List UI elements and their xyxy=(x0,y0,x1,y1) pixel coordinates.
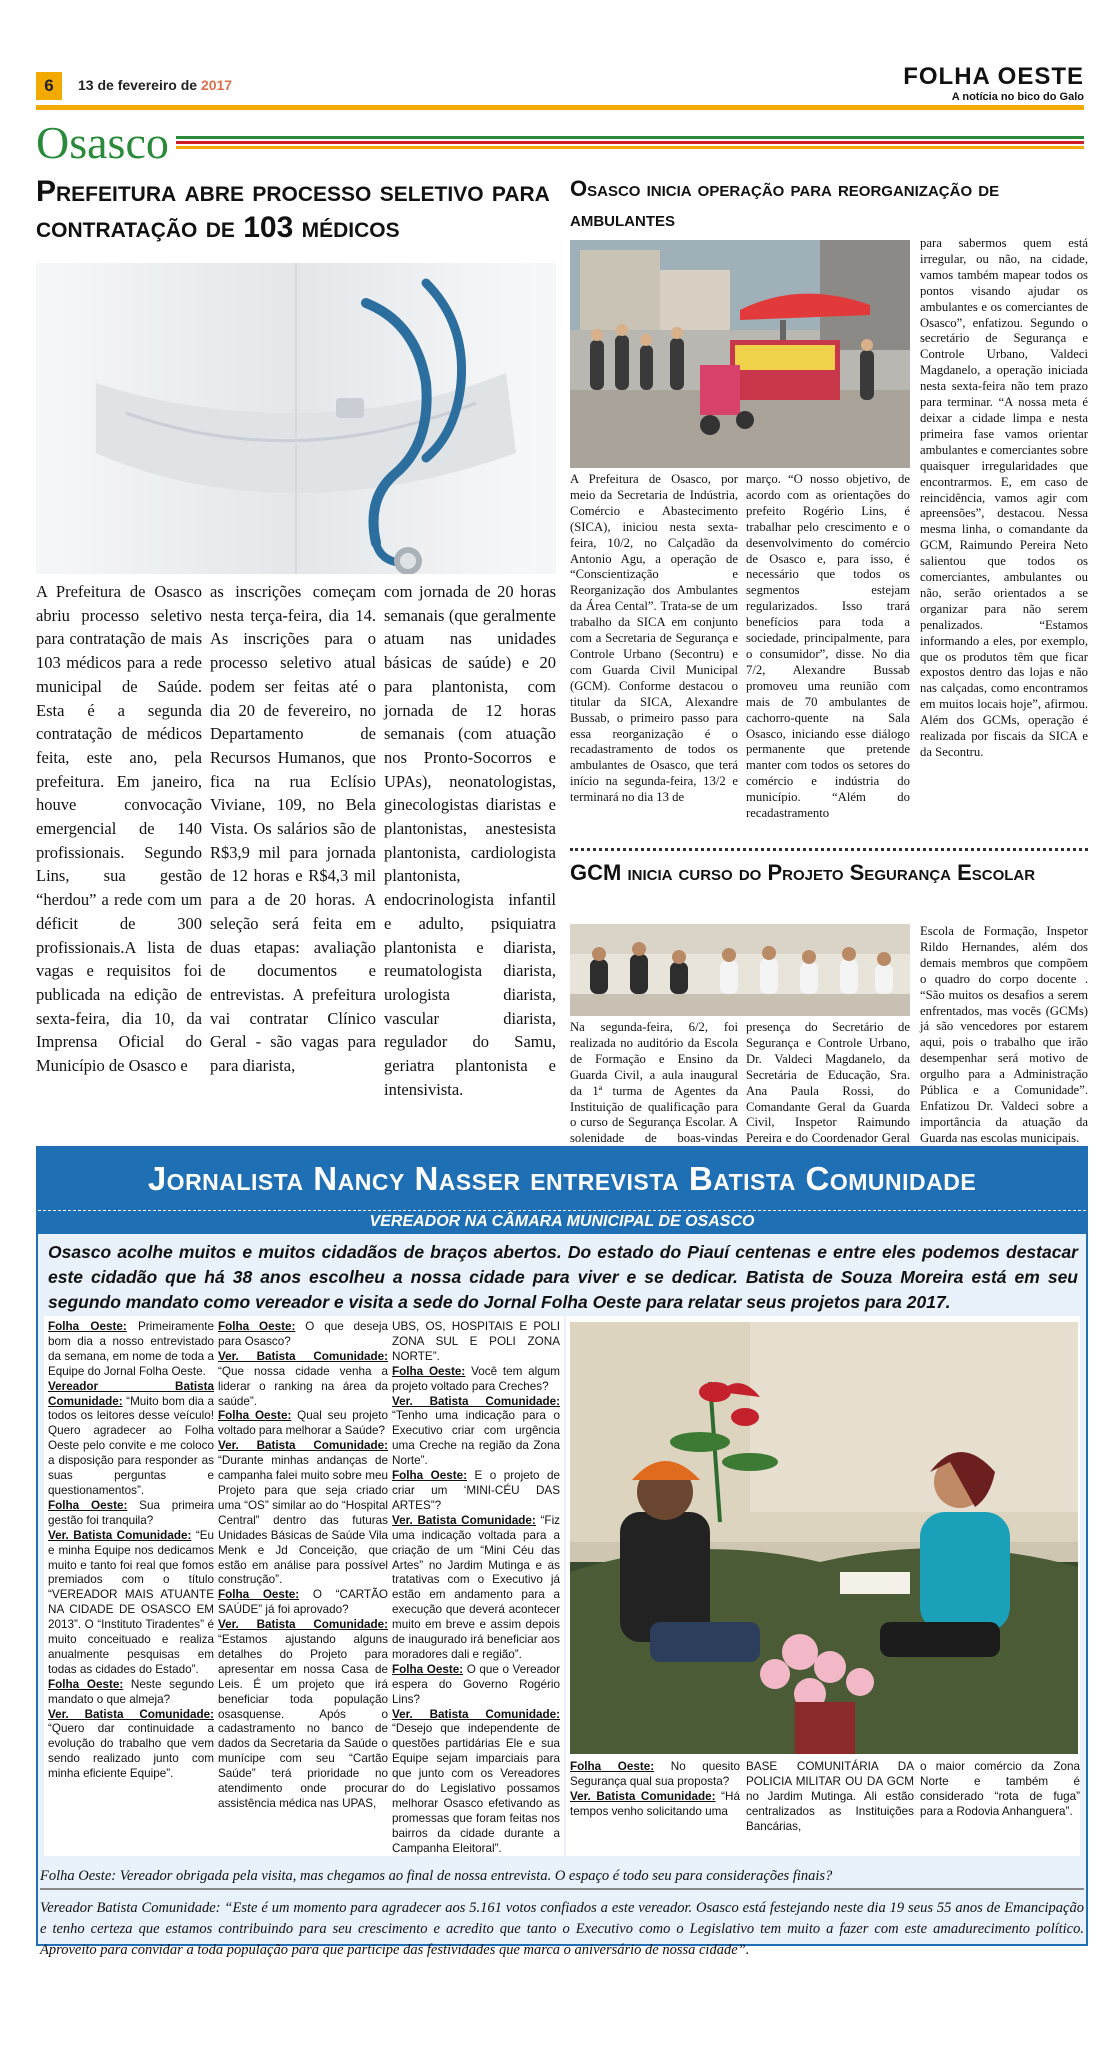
interview-text: Você tem algum projeto voltado para Creches? xyxy=(392,1364,560,1393)
interview-paragraph xyxy=(392,1708,560,1857)
article1-col1: A Prefeitura de Osasco abriu processo seletivo para contratação de mais 103 médicos para a rede municipal de Saúde. Esta é a segunda contratação de médicos feita, este ano, pela prefeitura. Em janeiro, houve convocação emergencial de 140 profissionais. Segundo Lins, sua gestão “herdou” a rede com um déficit de 300 profissionais.A lista de vagas e requisitos foi publicada na edição de sexta-feira, dia 10, da Imprensa Oficial do Município de Osasco e xyxy=(36,582,202,1076)
interview-text: “Há tempos venho solicitando uma xyxy=(570,1789,740,1818)
article1-col2: as inscrições começam nesta terça-feira, dia 14. As inscrições para o processo seletivo atual podem ser feitas até o dia 20 de fevereiro, no Departamento de Recursos Humanos, que fica na rua Eclísio Viviane, 109, no Bela Vista. Os salários são de R$3,9 mil para jornada de 12 horas e R$4,3 mil para a de 20 horas. A seleção será feita em duas etapas: avaliação de documentos e entrevistas. A prefeitura vai contratar Clínico Geral - são vagas para para diarista, xyxy=(210,582,376,1076)
interview-text: Neste segundo mandato o que almeja? xyxy=(48,1677,214,1706)
interview-text: “Durante minhas andanças de campanha falei muito sobre meu Projeto para que seja criado uma “OS” similar ao do “Hospital Central” dentro das futuras Unidades Básicas de Saúde Vila Menk e Jd Conceição, que estão em análise para possível construção”. xyxy=(218,1454,388,1587)
interview-paragraph xyxy=(392,1365,560,1395)
interview-illustration xyxy=(570,1322,1078,1754)
interview-speaker: Folha Oeste: xyxy=(48,1320,127,1333)
article2-col3: para sabermos quem está irregular, ou não, na cidade, vamos também mapear todos os pontos visando ajudar os ambulantes e os comerciantes de Osasco”, enfatizou. Segundo o secretário de Segurança e Controle Urbano, Valdeci Magdanelo, a operação iniciada nesta sexta-feira não tem prazo para terminar. “A nossa meta é deixar a cidade limpa e nesta primeira fase vamos orientar ambulantes e comerciantes sobre quaisquer irregularidades que encontrarmos. E, em caso de reincidência, vamos agir com apreensões”, destacou. Nessa mesma linha, o comandante da GCM, Raimundo Pereira Neto salientou que todos os comerciantes, ambulantes ou não, serão orientados a se organizar para não serem penalizados. “Estamos informando a eles, por exemplo, que os produtos têm que ficar expostos dentro das lojas e não nas calçadas, como encontramos em muitos locais hoje”, afirmou. Além dos GCMs, operação é realizada por fiscais da SICA e da Secontru. xyxy=(920,236,1088,759)
interview-speaker: Ver. Batista Comunidade: xyxy=(218,1349,388,1363)
article1-col3: com jornada de 20 horas semanais (que geralmente atuam nas unidades básicas de saúde) e 20 para plantonista, com jornada de 12 horas semanais (com atuação nos Pronto-Socorros e UPAs), neonatologistas, ginecologistas diaristas e plantonistas, anestesista plantonista, cardiologista plantonista, endocrinologista infantil e adulto, psiquiatra plantonista e diarista, reumatologista diarista, urologista diarista, vascular diarista, regulador do Samu, geriatra plantonista e intensivista. xyxy=(384,582,556,1099)
interview-text: “Quero dar continuidade a evolução do trabalho que vem sendo realizado junto com minha eficiente Equipe”. xyxy=(48,1722,214,1781)
issue-date xyxy=(78,77,232,93)
interview-speaker: Folha Oeste: xyxy=(48,1677,124,1691)
interview-text: O “CARTÃO SAÚDE” já foi aprovado? xyxy=(218,1588,388,1617)
masthead[interactable] xyxy=(903,63,1084,103)
interview-speaker: Folha Oeste: xyxy=(218,1409,292,1423)
brand-name: FOLHA OESTE xyxy=(903,63,1084,90)
interview-paragraph xyxy=(392,1320,560,1365)
interview-paragraph xyxy=(218,1618,388,1812)
interview-headline[interactable]: Jornalista Nancy Nasser entrevista Batista Comunidade xyxy=(38,1148,1086,1210)
interview-paragraph xyxy=(570,1790,740,1820)
interview-paragraph xyxy=(48,1380,214,1499)
interview-text: “Desejo que independente de questões partidárias Ele e sua Equipe sejam imparciais para que junto com os Vereadores do do Legislativo possamos melhorar Osasco efetivando as promessas que foram feitas nos bairros da cidade durante a Campanha Eleitoral”. xyxy=(392,1722,560,1855)
interview-col1 xyxy=(48,1320,214,1782)
interview-paragraph xyxy=(218,1588,388,1618)
interview-col3 xyxy=(392,1320,560,1857)
interview-text: “Eu e minha Equipe nos dedicamos muito e tanto foi real que fomos premiados com o título “VEREADOR MAIS ATUANTE NA CIDADE DE OSASCO EM 2013”. O “Instituto Tiradentes” é muito conceituado e realiza anualmente pesquisas em todas as cidades do Estado”. xyxy=(48,1528,215,1676)
interview-text: E o projeto de criar um ‘MINI-CÉU DAS ARTES”? xyxy=(392,1469,560,1512)
section-stripe-red xyxy=(176,141,1084,144)
article3-headline[interactable]: GCM inicia curso do Projeto Segurança Escolar xyxy=(570,860,1036,885)
article3-col1: Na segunda-feira, 6/2, foi realizada no auditório da Escola de Formação e Ensino da Guarda Civil, a aula inaugural da 1ª turma de Agentes da Instituição de qualificação para o curso de Segurança Escolar. A solenidade de boas-vindas xyxy=(570,1020,738,1146)
interview-speaker: Ver. Batista Comunidade: xyxy=(48,1707,214,1721)
interview-paragraph xyxy=(392,1469,560,1514)
interview-paragraph xyxy=(48,1708,214,1783)
interview-speaker: Folha Oeste: xyxy=(392,1662,464,1676)
classroom-illustration xyxy=(570,924,910,1016)
article2-headline[interactable]: Osasco inicia operação para reorganização de ambulantes xyxy=(570,176,1000,231)
interview-col4 xyxy=(570,1760,740,1820)
interview-paragraph xyxy=(48,1499,214,1529)
section-title: Osasco xyxy=(36,117,169,168)
interview-speaker: Ver. Batista Comunidade: xyxy=(570,1789,716,1803)
interview-text: No quesito Segurança qual sua proposta? xyxy=(570,1760,740,1788)
date-year: 2017 xyxy=(200,77,233,93)
interview-speaker: Folha Oeste: xyxy=(392,1469,468,1483)
classroom-photo xyxy=(570,924,910,1016)
interview-text: UBS, OS, HOSPITAIS E POLI ZONA SUL E POLI ZONA NORTE”. xyxy=(392,1320,560,1363)
interview-closing-answer: Vereador Batista Comunidade: “Este é um momento para agradecer aos 5.161 votos confiados a este vereador. Osasco está festejando neste dia 19 seus 55 anos de Emancipação e tenho certeza que estamos contribuindo para seu crescimento e acredito que tanto o Executivo como o Legislativo tem muito a fazer com este amadurecimento político. Aproveito para convidar a toda população para que participe das festividades que marca o aniversário de nossa cidade”. xyxy=(40,1900,1084,1958)
interview-col5: BASE COMUNITÁRIA DA POLICIA MILITAR OU DA GCM no Jardim Mutinga. Ali estão centralizados as Instituições Bancárias, xyxy=(746,1760,914,1833)
interview-paragraph xyxy=(218,1439,388,1588)
interview-speaker: Ver. Batista Comunidade: xyxy=(48,1528,192,1542)
interview-paragraph xyxy=(218,1350,388,1410)
interview-text: O que deseja para Osasco? xyxy=(218,1320,388,1348)
interview-closing-question: Folha Oeste: Vereador obrigada pela visita, mas chegamos ao final de nossa entrevista. O espaço é todo seu para considerações finais? xyxy=(40,1868,833,1884)
doctor-photo xyxy=(36,263,556,574)
interview-speaker: Ver. Batista Comunidade: xyxy=(392,1513,536,1527)
interview-paragraph xyxy=(48,1320,214,1380)
interview-photo xyxy=(570,1322,1078,1754)
interview-text: “Tenho uma indicação para o Executivo criar com urgência uma Creche na região da Zona Norte”. xyxy=(392,1409,560,1468)
interview-paragraph xyxy=(392,1395,560,1470)
street-photo xyxy=(570,240,910,468)
interview-speaker: Folha Oeste: xyxy=(218,1320,296,1333)
interview-paragraph xyxy=(570,1760,740,1790)
interview-speaker: Folha Oeste: xyxy=(570,1760,655,1773)
interview-text: Sua primeira gestão foi tranquila? xyxy=(48,1498,214,1527)
interview-text: Qual seu projeto voltado para melhorar a Saúde? xyxy=(218,1409,388,1438)
interview-text: “Fiz uma indicação voltada para a criação de um “Mini Céu das Artes” no Jardim Mutinga e as tratativas com o Executivo já estão em andamento para a execução que deverá acontecer muito em breve e assim depois de inaugurado irá beneficiar aos moradores dali e região”. xyxy=(392,1513,561,1661)
section-stripe-yellow xyxy=(176,146,1084,149)
page-number: 6 xyxy=(36,72,62,100)
interview-speaker: Folha Oeste: xyxy=(48,1498,128,1512)
interview-lead: Osasco acolhe muitos e muitos cidadãos de braços abertos. Do estado do Piauí centenas e entre eles podemos destacar este cidadão que há 38 anos escolheu a nossa cidade para viver e se dedicar. Batista de Souza Moreira está em seu segundo mandato como vereador e visita a sede do Jornal Folha Oeste para relatar seus projetos para 2017. xyxy=(48,1242,1078,1312)
interview-speaker: Ver. Batista Comunidade: xyxy=(218,1439,388,1453)
interview-speaker: Ver. Batista Comunidade: xyxy=(218,1618,388,1632)
interview-text: Primeiramente bom dia a nosso entrevistado da semana, em nome de toda a Equipe do Jornal Folha Oeste. xyxy=(48,1320,214,1378)
interview-text: O que o Vereador espera do Governo Rogério Lins? xyxy=(392,1662,560,1706)
article2-col1: A Prefeitura de Osasco, por meio da Secretaria de Indústria, Comércio e Abastecimento (SICA), iniciou nesta sexta-feira, 10/2, no Calçadão da Antonio Agu, a operação de “Conscientização e Reorganização dos Ambulantes da Área Cental”. Trata-se de um trabalho da SICA em conjunto com a Secretaria de Segurança e Controle Urbano (Secontru) e com Guarda Civil Municipal (GCM). Conforme destacou o titular da SICA, Alexandre Bussab, o primeiro passo para essa reorganização é o recadastramento de todos os ambulantes de Osasco, que terá início na segunda-feira, 13/2 e terminará no dia 13 de xyxy=(570,472,738,805)
date-prefix: 13 de fevereiro de xyxy=(78,77,198,93)
brand-slogan: A notícia no bico do Galo xyxy=(951,91,1084,103)
header-rule xyxy=(36,105,1084,110)
dotted-divider xyxy=(570,848,1088,851)
article3-col2: presença do Secretário de Segurança e Controle Urbano, Dr. Valdeci Magdanelo, da Secretária de Educação, Sra. Ana Paula Rossi, do Comandante Geral da Guarda Civil, Inspetor Raimundo Pereira e do Coordenador Geral xyxy=(746,1020,910,1146)
interview-paragraph xyxy=(392,1663,560,1708)
interview-speaker: Vereador Batista Comunidade: xyxy=(48,1379,214,1408)
interview-subheadline: VEREADOR NA CÂMARA MUNICIPAL DE OSASCO xyxy=(38,1210,1086,1234)
interview-paragraph xyxy=(392,1514,560,1663)
article1-headline[interactable]: Prefeitura abre processo seletivo para contratação de 103 médicos xyxy=(36,175,550,244)
interview-text: “Estamos ajustando alguns detalhes do Projeto para apresentar em nossa Casa de Leis. É um projeto que irá beneficiar toda população osasquense. Após o cadastramento no banco de dados da Secretaria da Saúde o munícipe com seu “Cartão Saúde” terá prioridade no atendimento onde procurar assistência médica nas UPAS, xyxy=(218,1633,388,1810)
section-stripe-green xyxy=(176,136,1084,139)
interview-col6: o maior comércio da Zona Norte e também é considerado “rota de fuga” para a Rodovia Anhanguera”. xyxy=(920,1760,1080,1818)
interview-text: “Que nossa cidade venha a liderar o ranking na área da saúde”. xyxy=(218,1364,388,1408)
interview-col2 xyxy=(218,1320,388,1812)
interview-paragraph xyxy=(218,1320,388,1350)
interview-speaker: Folha Oeste: xyxy=(392,1364,466,1378)
interview-paragraph xyxy=(48,1529,214,1678)
interview-speaker: Ver. Batista Comunidade: xyxy=(392,1394,560,1408)
street-vendors-illustration xyxy=(570,240,910,468)
interview-text: “Muito bom dia a todos os leitores desse veículo! Quero agradecer ao Folha Oeste pelo convite e me coloco a disposição para responder as suas perguntas e questionamentos”. xyxy=(48,1394,214,1497)
article3-col3: Escola de Formação, Inspetor Rildo Hernandes, além dos demais membros que compõem o quadro do corpo docente . “São muitos os desafios a serem enfrentados, mas vocês (GCMs) já são vencedores por estarem aqui, pois o trabalho que irão desempenhar será motivo de orgulho para a Administração Pública e a Comunidade”. Enfatizou Dr. Valdeci sobre a importância da atuação da Guarda nas escolas municipais. xyxy=(920,924,1088,1145)
article2-col2: março. “O nosso objetivo, de acordo com as orientações do prefeito Rogério Lins, é trabalhar pelo crescimento e o desenvolvimento do comércio de Osasco e, para isso, é necessário que todos os segmentos estejam regularizados. Isso trará benefícios para toda a sociedade, principalmente, para o consumidor”, disse. No dia 7/2, Alexandre Bussab promoveu uma reunião com mais de 70 ambulantes de cachorro-quente na Sala Osasco, iniciando esse diálogo permanente que pretende manter com todos os setores do comércio e indústria do município. “Além do recadastramento xyxy=(746,472,910,821)
closing-rule xyxy=(40,1888,1084,1890)
doctor-illustration xyxy=(36,263,556,574)
interview-speaker: Folha Oeste: xyxy=(218,1588,300,1602)
interview-paragraph xyxy=(218,1409,388,1439)
interview-paragraph xyxy=(48,1678,214,1708)
interview-speaker: Ver. Batista Comunidade: xyxy=(392,1707,560,1721)
